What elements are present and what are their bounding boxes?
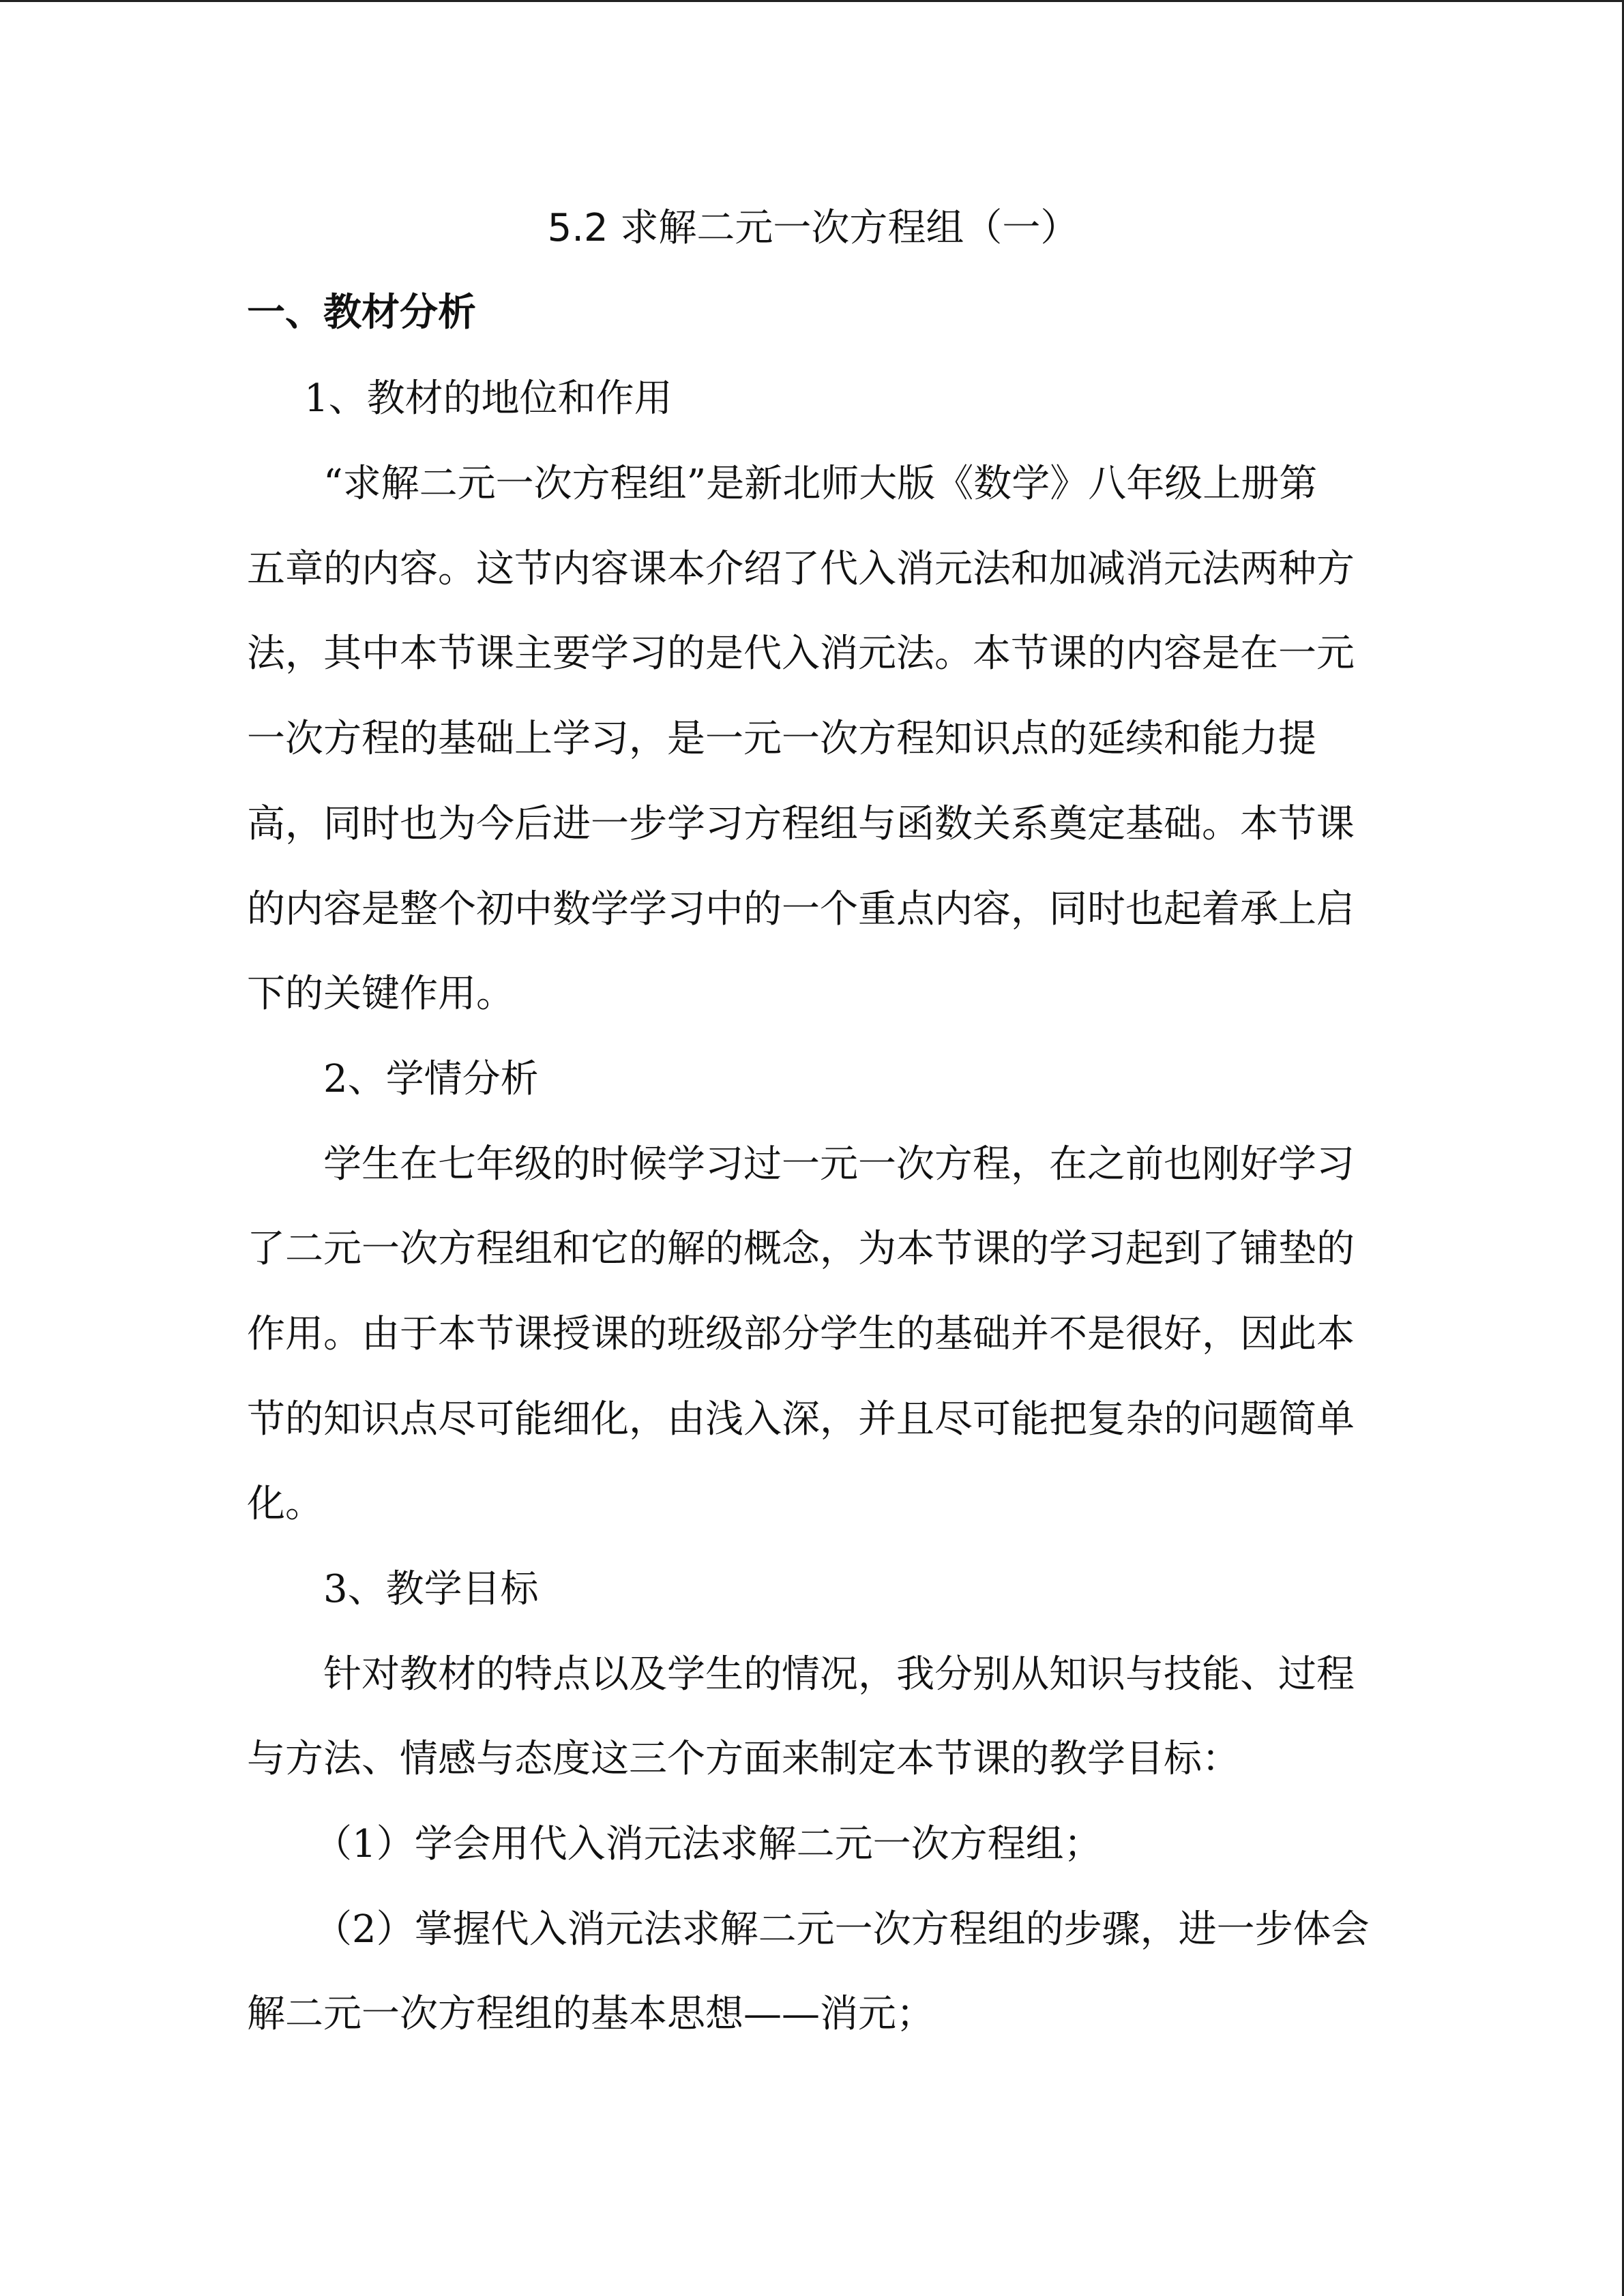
- paragraph-line: “求解二元一次方程组”是新北师大版《数学》八年级上册第: [323, 462, 1318, 506]
- subsection-heading: 2、学情分析: [323, 1057, 539, 1101]
- paragraph-line: 法，其中本节课主要学习的是代入消元法。本节课的内容是在一元: [247, 631, 1355, 676]
- goal-item-continuation: 解二元一次方程组的基本思想——消元；: [247, 1992, 934, 2036]
- paragraph-line: 高，同时也为今后进一步学习方程组与函数关系奠定基础。本节课: [247, 802, 1355, 846]
- subsection-heading: 3、教学目标: [323, 1567, 539, 1611]
- paragraph-line: 下的关键作用。: [247, 972, 514, 1016]
- subsection-heading: 1、教材的地位和作用: [304, 376, 673, 421]
- paragraph-line: 节的知识点尽可能细化，由浅入深，并且尽可能把复杂的问题简单: [247, 1397, 1355, 1442]
- goal-item: （1）学会用代入消元法求解二元一次方程组；: [314, 1822, 1102, 1866]
- paragraph-line: 作用。由于本节课授课的班级部分学生的基础并不是很好，因此本: [247, 1312, 1355, 1356]
- section-heading: 一、教材分析: [247, 290, 476, 335]
- paragraph-line: 针对教材的特点以及学生的情况，我分别从知识与技能、过程: [323, 1652, 1355, 1697]
- paragraph-line: 学生在七年级的时候学习过一元一次方程，在之前也刚好学习: [323, 1142, 1355, 1187]
- paragraph-line: 化。: [247, 1482, 323, 1526]
- paragraph-line: 的内容是整个初中数学学习中的一个重点内容，同时也起着承上启: [247, 887, 1355, 931]
- goal-item: （2）掌握代入消元法求解二元一次方程组的步骤，进一步体会: [314, 1907, 1370, 1952]
- document-title: 5.2 求解二元一次方程组（一）: [547, 206, 1079, 250]
- paragraph-line: 了二元一次方程组和它的解的概念，为本节课的学习起到了铺垫的: [247, 1227, 1355, 1271]
- paragraph-line: 五章的内容。这节内容课本介绍了代入消元法和加减消元法两种方: [247, 547, 1355, 591]
- paragraph-line: 与方法、情感与态度这三个方面来制定本节课的教学目标：: [247, 1737, 1240, 1781]
- paragraph-line: 一次方程的基础上学习，是一元一次方程知识点的延续和能力提: [247, 717, 1316, 761]
